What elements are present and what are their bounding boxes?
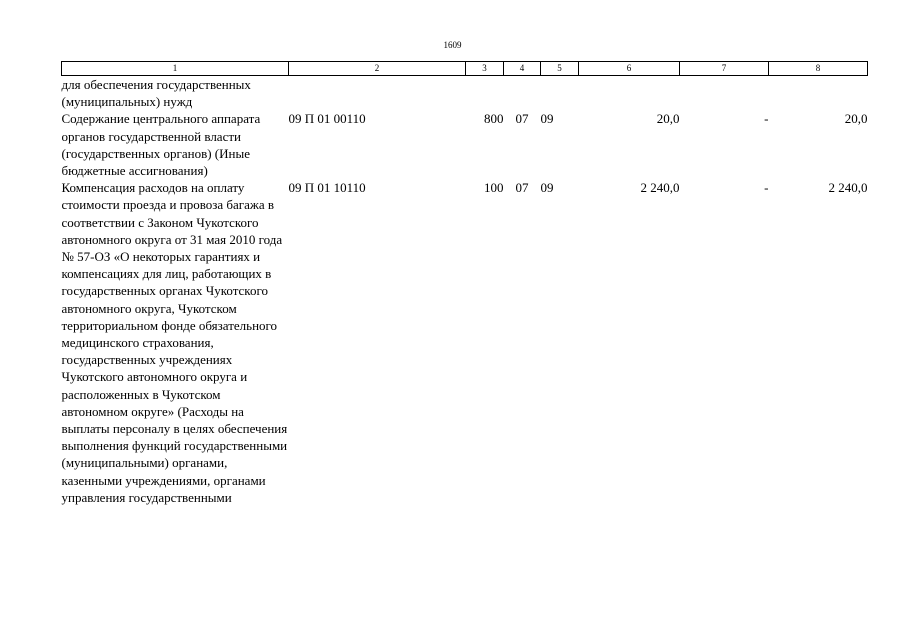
column-header: 1 (62, 62, 289, 76)
row-section: 07 (515, 111, 529, 127)
column-header: 7 (680, 62, 769, 76)
page-number: 1609 (443, 40, 462, 50)
row-type (466, 76, 504, 111)
row-code: 09 П 01 00110 (288, 111, 366, 127)
row-subsection: 09 (540, 180, 554, 196)
row-total: 2 240,0 (828, 180, 868, 196)
row-amount (579, 76, 680, 111)
table-row (62, 76, 868, 111)
row-col7: - (764, 111, 769, 127)
row-code (289, 76, 466, 111)
row-section: 07 (515, 180, 529, 196)
column-header: 6 (579, 62, 680, 76)
row-type: 800 (484, 111, 504, 127)
row-amount: 20,0 (656, 111, 680, 127)
column-header: 5 (541, 62, 579, 76)
row-col7: - (764, 180, 769, 196)
table-row (62, 110, 868, 179)
row-subsection: 09 (540, 111, 554, 127)
header-row (62, 62, 868, 76)
column-header: 2 (289, 62, 466, 76)
row-amount: 2 240,0 (640, 180, 680, 196)
row-section (504, 76, 541, 111)
table-row (62, 179, 868, 506)
column-header: 3 (466, 62, 504, 76)
row-subsection (541, 76, 579, 111)
row-total (769, 76, 868, 111)
budget-table (61, 61, 868, 506)
row-total: 20,0 (844, 111, 868, 127)
column-header: 4 (504, 62, 541, 76)
row-description: Компенсация расходов на оплату стоимости проезда и провоза багажа в соответствии с Законом Чукотского автономного округа от 31 мая 2010 года № 57-ОЗ «О некоторых гарантиях и компенсациях для лиц, работающих в государственных органах Чукотского автономного округа, Чукотском территориальном фонде обязательного медицинского страхования, государственных учреждениях Чукотского автономного округа и расположенных в Чукотском автономном округе» (Расходы на выплаты персоналу в целях обеспечения выполнения функций государственными (муниципальными) органами, казенными учреждениями, органами управления государственными (61, 180, 288, 505)
row-description: Содержание центрального аппарата органов государственной власти (государственных органов) (Иные бюджетные ассигнования) (61, 111, 261, 179)
row-col7 (680, 76, 769, 111)
column-header: 8 (769, 62, 868, 76)
row-description: для обеспечения государственных (муниципальных) нужд (61, 77, 251, 110)
row-code: 09 П 01 10110 (288, 180, 366, 196)
row-type: 100 (484, 180, 504, 196)
